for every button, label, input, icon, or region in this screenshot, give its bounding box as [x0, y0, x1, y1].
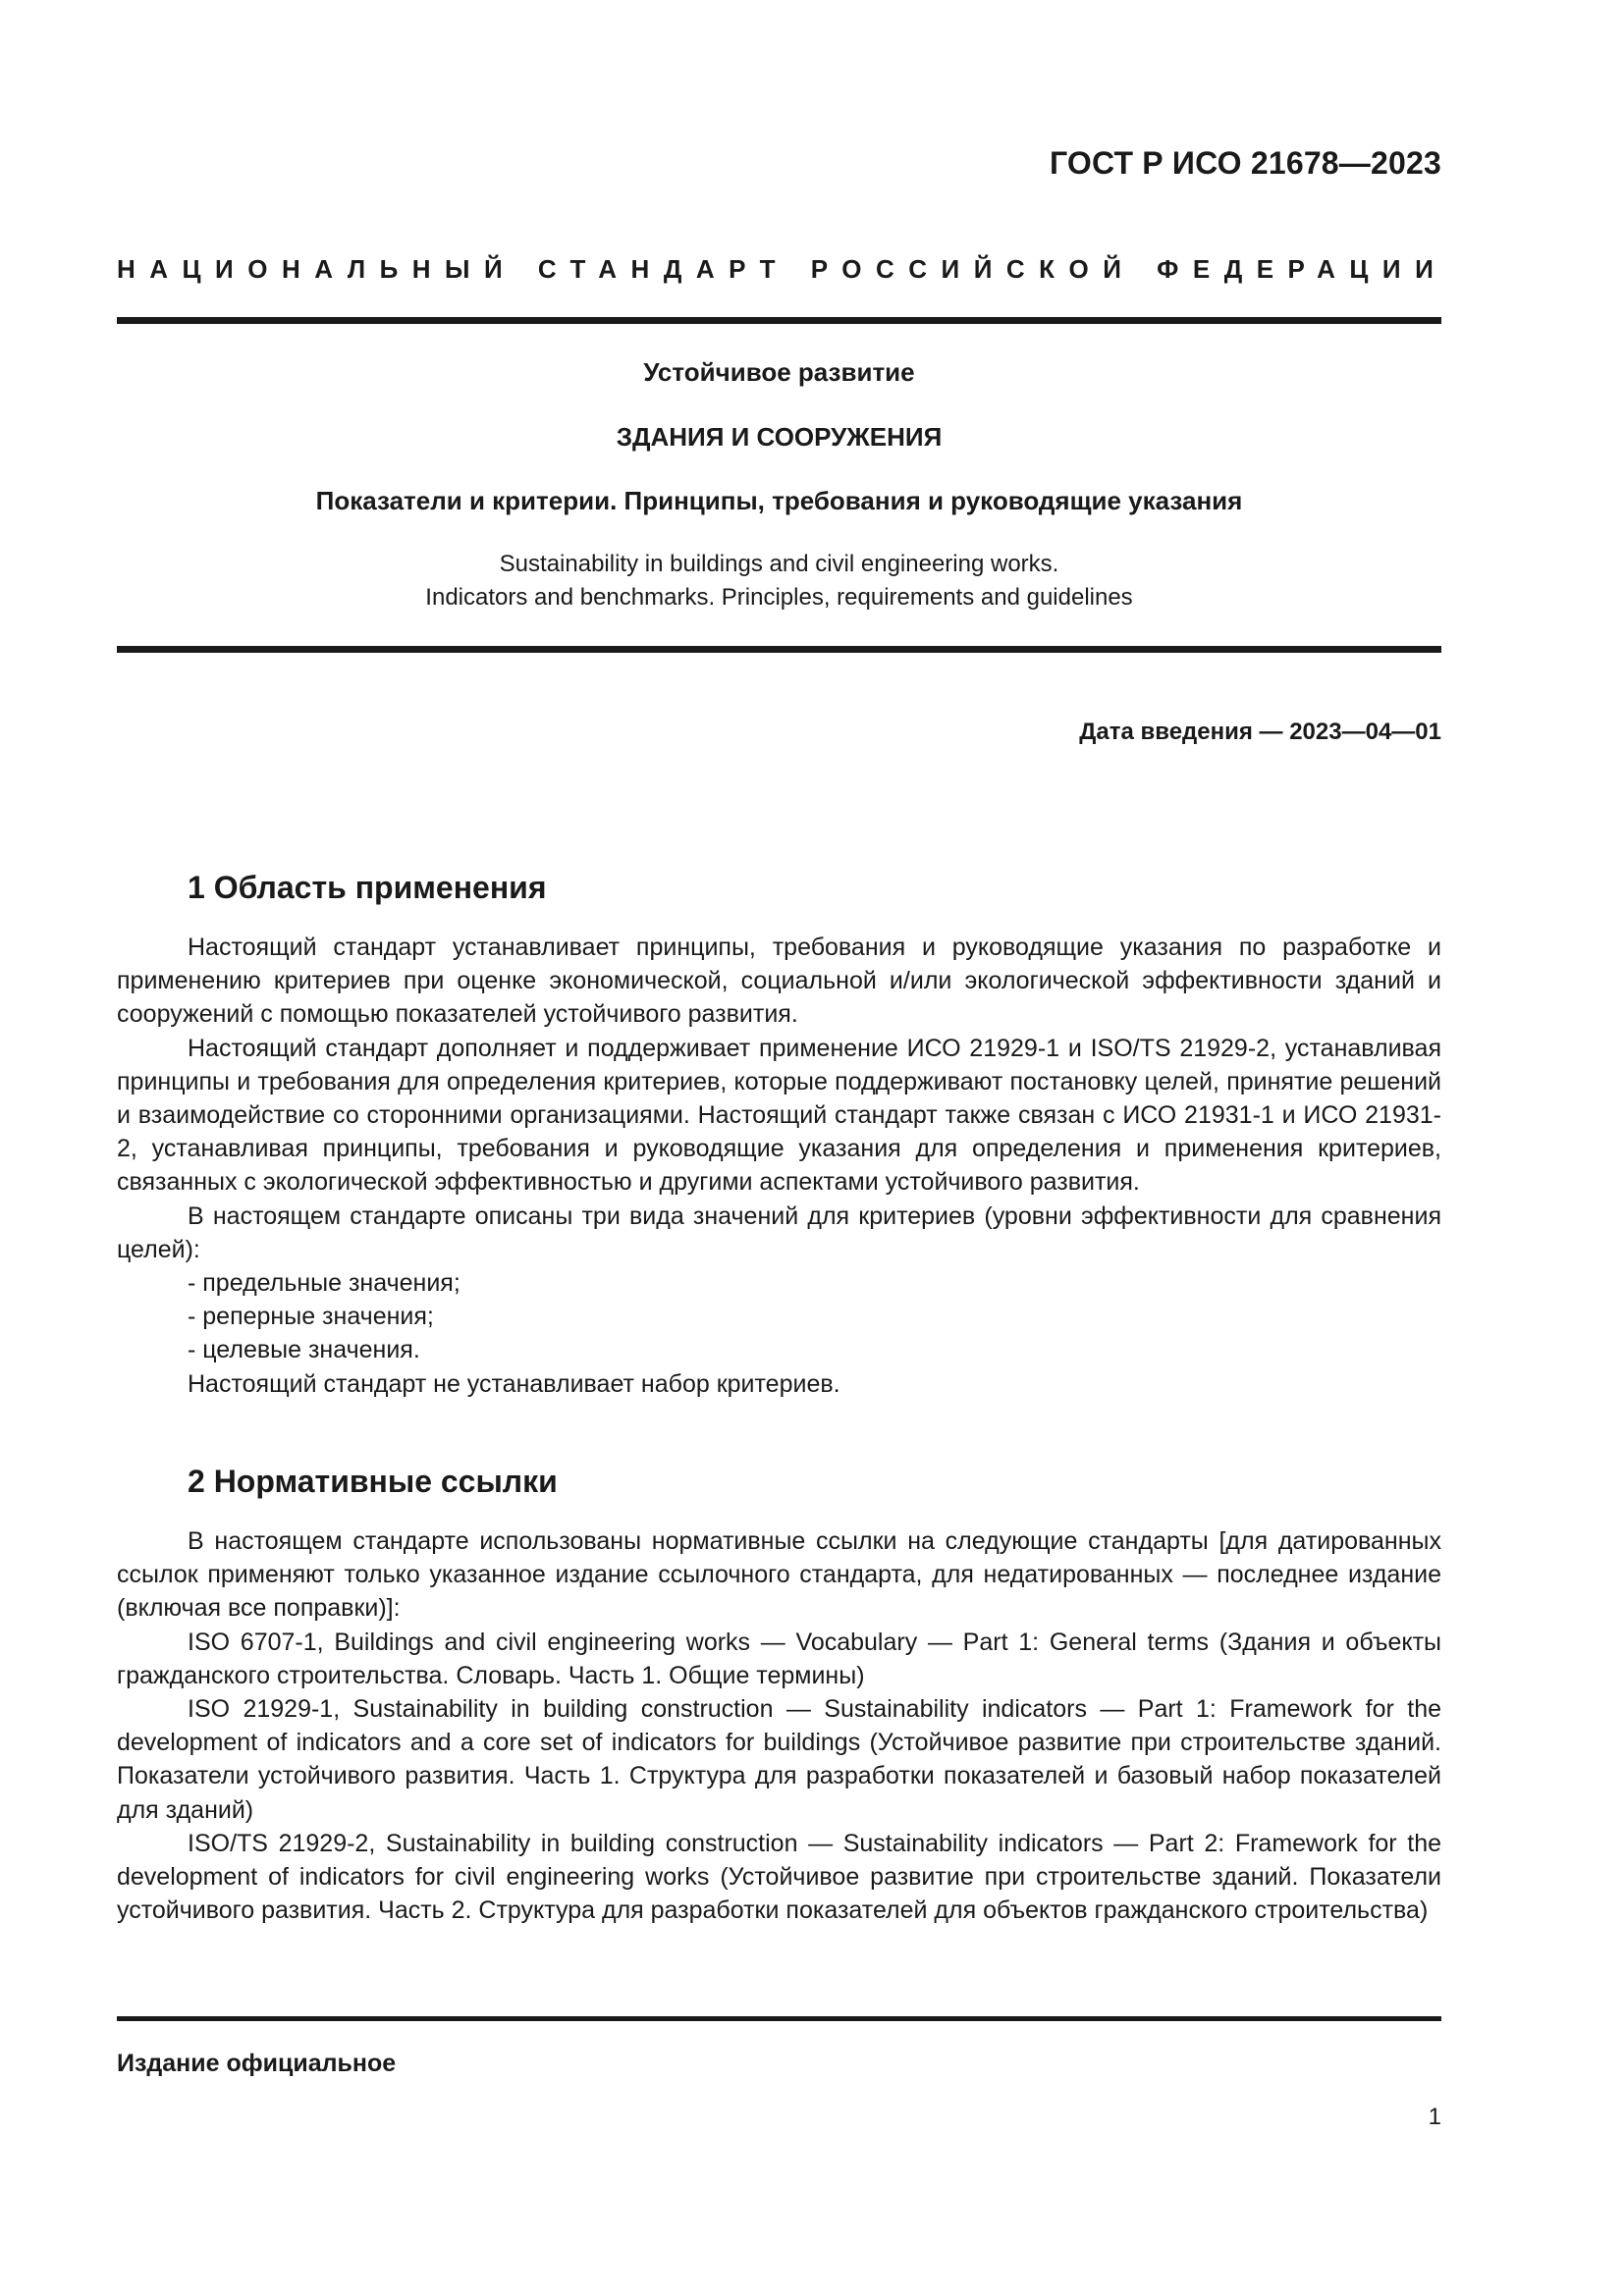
section-1-paragraph-1: Настоящий стандарт устанавливает принципы, требования и руководящие указания по разработке и применению критериев при оценке экономической, социальной и/или экологической эффективности зданий и сооружений с помощью показателей устойчивого развития.	[117, 934, 1441, 1029]
page-number: 1	[1428, 2104, 1441, 2130]
section-1-heading: 1 Область применения	[188, 870, 547, 905]
section-2	[117, 1462, 1441, 1927]
reference-iso-21929-1: ISO 21929-1, Sustainability in building construction — Sustainability indicators — Part 1: Framework for the development of indicators and a core set of indicators for buildings (Устойчивое развитие при строительстве зданий. Показатели устойчивого развития. Часть 1. Структура для разработки показателей и базовый набор показателей для зданий)	[117, 1695, 1441, 1824]
reference-iso-ts-21929-2: ISO/TS 21929-2, Sustainability in building construction — Sustainability indicators — Part 2: Framework for the development of indicators for civil engineering works (Устойчивое развитие при строительстве зданий. Показатели устойчивого развития. Часть 2. Структура для разработки показателей для объектов гражданского строительства)	[117, 1829, 1441, 1925]
standard-code: ГОСТ Р ИСО 21678—2023	[1049, 145, 1441, 181]
list-item: - реперные значения;	[188, 1303, 434, 1331]
introduction-date: Дата введения — 2023—04—01	[1079, 719, 1441, 745]
english-title-line-1: Sustainability in buildings and civil engineering works.	[499, 551, 1059, 577]
national-standard-banner: НАЦИОНАЛЬНЫЙ СТАНДАРТ РОССИЙСКОЙ ФЕДЕРАЦИИ	[117, 254, 1448, 284]
section-1-paragraph-3: В настоящем стандарте описаны три вида значений для критериев (уровни эффективности для сравнения целей):	[117, 1201, 1441, 1263]
section-2-heading: 2 Нормативные ссылки	[188, 1464, 558, 1499]
title-line-3: Показатели и критерии. Принципы, требования и руководящие указания	[315, 486, 1243, 515]
english-title-line-2: Indicators and benchmarks. Principles, requirements and guidelines	[425, 584, 1133, 611]
section-1	[117, 868, 1441, 1401]
list-item: - целевые значения.	[188, 1336, 420, 1364]
title-line-2: ЗДАНИЯ И СООРУЖЕНИЯ	[616, 422, 943, 452]
english-title	[117, 548, 1441, 614]
title-line-1: Устойчивое развитие	[643, 357, 915, 387]
reference-iso-6707-1: ISO 6707-1, Buildings and civil engineering works — Vocabulary — Part 1: General terms (Здания и объекты гражданского строительства. Словарь. Часть 1. Общие термины)	[117, 1628, 1441, 1689]
title-divider	[117, 646, 1441, 653]
section-1-paragraph-2: Настоящий стандарт дополняет и поддерживает применение ИСО 21929-1 и ISO/TS 21929-2, устанавливая принципы и требования для определения критериев, которые поддерживают постановку целей, принятие решений и взаимодействие со сторонними организациями. Настоящий стандарт также связан с ИСО 21931-1 и ИСО 21931-2, устанавливая принципы, требования и руководящие указания для определения и применения критериев, связанных с экологической эффективностью и другими аспектами устойчивого развития.	[117, 1034, 1441, 1197]
official-edition-label: Издание официальное	[117, 2050, 397, 2077]
list-item: - предельные значения;	[188, 1269, 460, 1298]
top-divider	[117, 317, 1441, 324]
section-1-closing: Настоящий стандарт не устанавливает набор критериев.	[188, 1369, 840, 1398]
section-2-paragraph-1: В настоящем стандарте использованы нормативные ссылки на следующие стандарты [для датированных ссылок применяют только указанное издание ссылочного стандарта, для недатированных — последнее издание (включая все поправки)]:	[117, 1527, 1441, 1623]
footer-divider	[117, 2016, 1441, 2021]
